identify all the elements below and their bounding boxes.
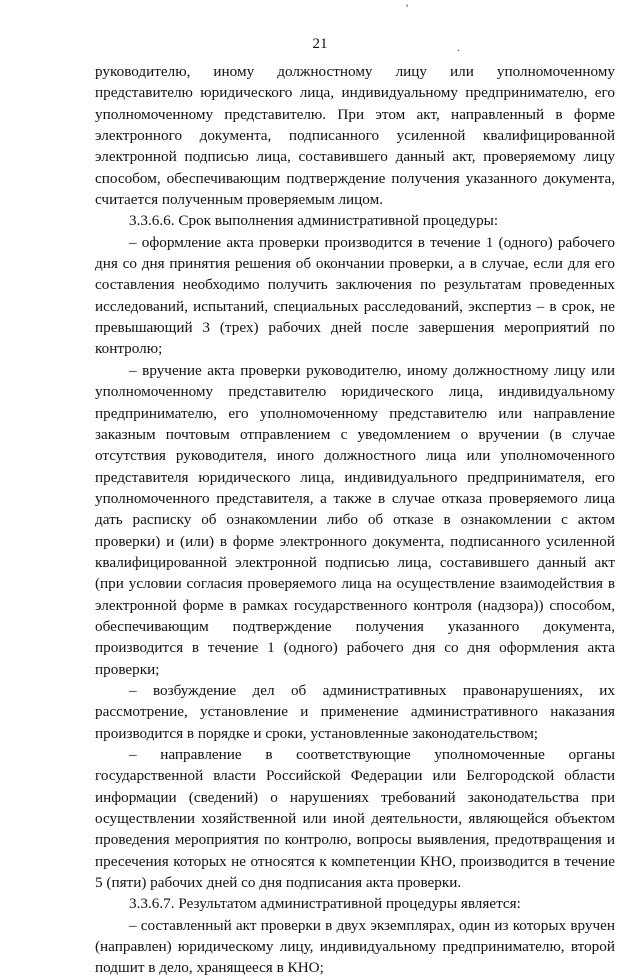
paragraph-continuation: руководителю, иному должностному лицу или уполномоченному представителю юридического лица, индивидуальному предпринимателю, его уполномоченному представителю. При этом акт, направленный в форме электронного документа, подписанного усиленной квалифицированной электронной подписью лица, составившего данный акт, проверяемому лицу способом, обеспечивающим подтверждение получения указанного документа, считается полученным проверяемым лицом. [95, 63, 615, 209]
section-heading-3-3-6-7: 3.3.6.7. Результатом административной процедуры является: [129, 895, 521, 913]
scan-mark: ' [406, 1, 409, 15]
page-number: 21 [312, 35, 328, 52]
scan-mark: . [457, 40, 460, 54]
list-item-administrative-offenses: – возбуждение дел об административных правонарушениях, их рассмотрение, установление и применение административного наказания производится в порядке и сроки, установленные законодательством; [95, 681, 615, 742]
section-heading-3-3-6-6: 3.3.6.6. Срок выполнения административной процедуры: [129, 212, 499, 230]
document-body [95, 61, 615, 979]
list-item-act-copies: – составленный акт проверки в двух экземплярах, один из которых вручен (направлен) юридическому лицу, индивидуальному предпринимателю, второй подшит в дело, хранящееся в КНО; [95, 916, 615, 977]
list-item-act-delivery: – вручение акта проверки руководителю, иному должностному лицу или уполномоченному представителю юридического лица, индивидуальному предпринимателю, его уполномоченному представителю или направление заказным почтовым отправлением с уведомлением о вручении (в случае отсутствия руководителя, иного должностного лица или уполномоченного представителя юридического лица, индивидуального предпринимателя, его уполномоченного представителя, а также в случае отказа проверяемого лица дать расписку об ознакомлении либо об отказе в ознакомлении с актом проверки) и (или) в форме электронного документа, подписанного усиленной квалифицированной электронной подписью лица, составившего данный акт (при условии согласия проверяемого лица на осуществление взаимодействия в электронной форме в рамках государственного контроля (надзора)) способом, обеспечивающим подтверждение получения указанного документа, производится в течение 1 (одного) рабочего дня со дня оформления акта проверки; [95, 361, 615, 678]
list-item-information-referral: – направление в соответствующие уполномоченные органы государственной власти Российской Федерации или Белгородской области информации (сведений) о нарушениях требований законодательства при осуществлении хозяйственной или иной деятельности, являющейся объектом проведения мероприятия по контролю, вопросы выявления, предотвращения и пресечения которых не относятся к компетенции КНО, производится в течение 5 (пяти) рабочих дней со дня подписания акта проверки. [95, 746, 615, 892]
list-item-act-preparation: – оформление акта проверки производится в течение 1 (одного) рабочего дня со дня принятия решения об окончании проверки, а в случае, если для его составления необходимо получить заключения по результатам проведенных исследований, испытаний, специальных расследований, экспертиз – в срок, не превышающий 3 (трех) рабочих дней после завершения мероприятий по контролю; [95, 233, 615, 358]
